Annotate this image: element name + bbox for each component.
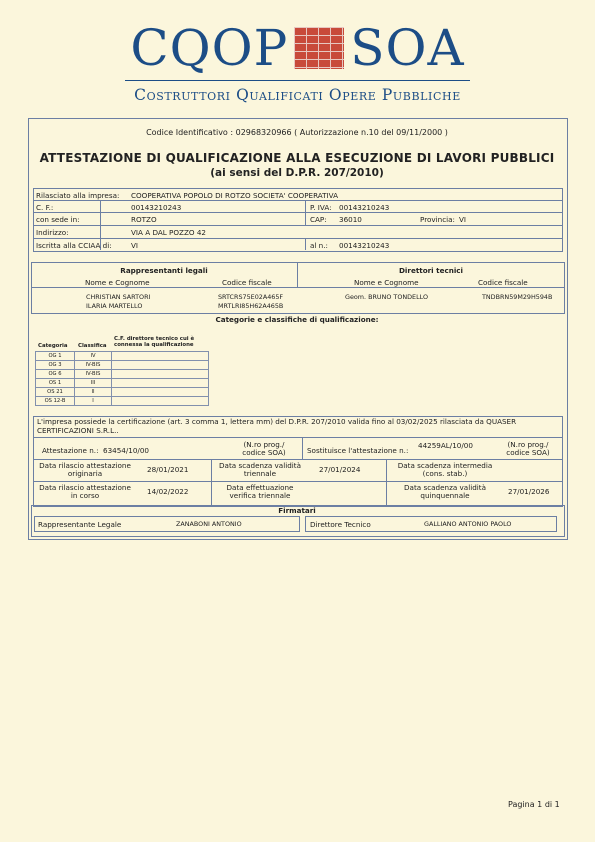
- intermediate-expiry-label: Data scadenza intermedia (cons. stab.): [397, 461, 493, 478]
- triennial-expiry-date: 27/01/2024: [319, 465, 361, 474]
- code-identifier: Codice Identificativo : 02968320966 ( Autorizzazione n.10 del 09/11/2000 ): [146, 128, 448, 137]
- page-number: Pagina 1 di 1: [508, 800, 560, 809]
- province-label: Provincia:: [420, 215, 455, 224]
- certification-text: L'impresa possiede la certificazione (art. 3 comma 1, lettera mm) del D.P.R. 207/2010 valida fino al 03/02/2025 rilasciata da QUASER CERTIFICAZIONI S.R.L..: [37, 417, 517, 435]
- tech-directors-title: Direttori tecnici: [398, 266, 464, 275]
- quinquennial-expiry-label: Data scadenza validità quinquennale: [404, 483, 486, 500]
- cciaa-value: VI: [131, 241, 139, 250]
- brick-wall-icon: [294, 27, 344, 69]
- cap-label: CAP:: [310, 215, 327, 224]
- quinquennial-expiry-date: 27/01/2026: [508, 487, 550, 496]
- col-classifica: Classifica: [78, 343, 107, 349]
- cf-label: C. F.:: [36, 203, 54, 212]
- address-label: Indirizzo:: [36, 228, 69, 237]
- table-row: OG 1 IV: [36, 352, 209, 361]
- piva-value: 00143210243: [339, 203, 390, 212]
- cf-value: 00143210243: [131, 203, 182, 212]
- replaces-value: 44259AL/10/00: [418, 441, 473, 450]
- piva-label: P. IVA:: [310, 203, 332, 212]
- col-cf-director: C.F. direttore tecnico cui è connessa la qualificazione: [114, 336, 195, 348]
- document-subtitle: (ai sensi del D.P.R. 207/2010): [210, 167, 384, 179]
- table-row: OS 12-B I: [36, 397, 209, 406]
- current-issue-label: Data rilascio attestazione in corso: [39, 483, 131, 500]
- legal-rep-name: ILARIA MARTELLO: [86, 302, 143, 310]
- legal-signer-label: Rappresentante Legale: [38, 520, 122, 529]
- current-issue-date: 14/02/2022: [147, 487, 189, 496]
- tech-signer-name: GALLIANO ANTONIO PAOLO: [424, 520, 512, 528]
- attestation-label: Attestazione n.:: [42, 446, 99, 455]
- legal-name-col: Nome e Cognome: [85, 278, 150, 287]
- legal-signer-name: ZANABONI ANTONIO: [176, 520, 242, 528]
- table-row: OG 6 IV-BIS: [36, 370, 209, 379]
- legal-rep-cf: MRTLRI85H62A465B: [218, 302, 284, 310]
- replaces-label: Sostituisce l'attestazione n.:: [307, 446, 409, 455]
- replaces-prog-note: (N.ro prog./ codice SOA): [506, 440, 550, 457]
- legal-cf-col: Codice fiscale: [222, 278, 272, 287]
- legal-rep-cf: SRTCRS75E02A465F: [218, 293, 284, 301]
- table-row: OS 21 II: [36, 388, 209, 397]
- province-value: VI: [459, 215, 467, 224]
- aln-label: al n.:: [310, 241, 328, 250]
- company-name: COOPERATIVA POPOLO DI ROTZO SOCIETA' COOPERATIVA: [131, 191, 339, 200]
- logo-cqop: CQOP: [130, 19, 289, 77]
- tech-name-col: Nome e Cognome: [354, 278, 419, 287]
- col-categoria: Categoria: [38, 343, 68, 349]
- attestation-prog-note: (N.ro prog./ codice SOA): [242, 440, 286, 457]
- issued-to-label: Rilasciato alla impresa:: [36, 191, 120, 200]
- logo-divider: [125, 80, 470, 81]
- seat-label: con sede in:: [36, 215, 80, 224]
- legal-reps-title: Rappresentanti legali: [120, 266, 208, 275]
- address-value: VIA A DAL POZZO 42: [131, 228, 206, 237]
- logo-subtitle: Costruttori Qualificati Opere Pubbliche: [134, 86, 461, 104]
- table-row: OG 3 IV-BIS: [36, 361, 209, 370]
- tech-signer-label: Direttore Tecnico: [310, 520, 371, 529]
- cciaa-label: Iscritta alla CCIAA di:: [36, 241, 112, 250]
- triennial-expiry-label: Data scadenza validità triennale: [219, 461, 301, 478]
- document-title: ATTESTAZIONE DI QUALIFICAZIONE ALLA ESECUZIONE DI LAVORI PUBBLICI: [39, 151, 555, 165]
- seat-value: ROTZO: [131, 215, 157, 224]
- tech-director-cf: TNDBRN59M29H594B: [482, 293, 553, 301]
- tech-director-name: Geom. BRUNO TONDELLO: [345, 293, 429, 301]
- logo-soa: SOA: [350, 19, 465, 77]
- attestation-value: 63454/10/00: [103, 446, 149, 455]
- triennial-check-label: Data effettuazione verifica triennale: [226, 483, 294, 500]
- categories-title: Categorie e classifiche di qualificazione:: [215, 315, 379, 324]
- original-issue-label: Data rilascio attestazione originaria: [39, 461, 131, 478]
- categories-table: [35, 351, 209, 406]
- tech-cf-col: Codice fiscale: [478, 278, 528, 287]
- cap-value: 36010: [339, 215, 362, 224]
- signers-title: Firmatari: [278, 506, 316, 515]
- original-issue-date: 28/01/2021: [147, 465, 189, 474]
- aln-value: 00143210243: [339, 241, 390, 250]
- table-row: OS 1 III: [36, 379, 209, 388]
- logo: [0, 19, 595, 77]
- legal-rep-name: CHRISTIAN SARTORI: [86, 293, 151, 301]
